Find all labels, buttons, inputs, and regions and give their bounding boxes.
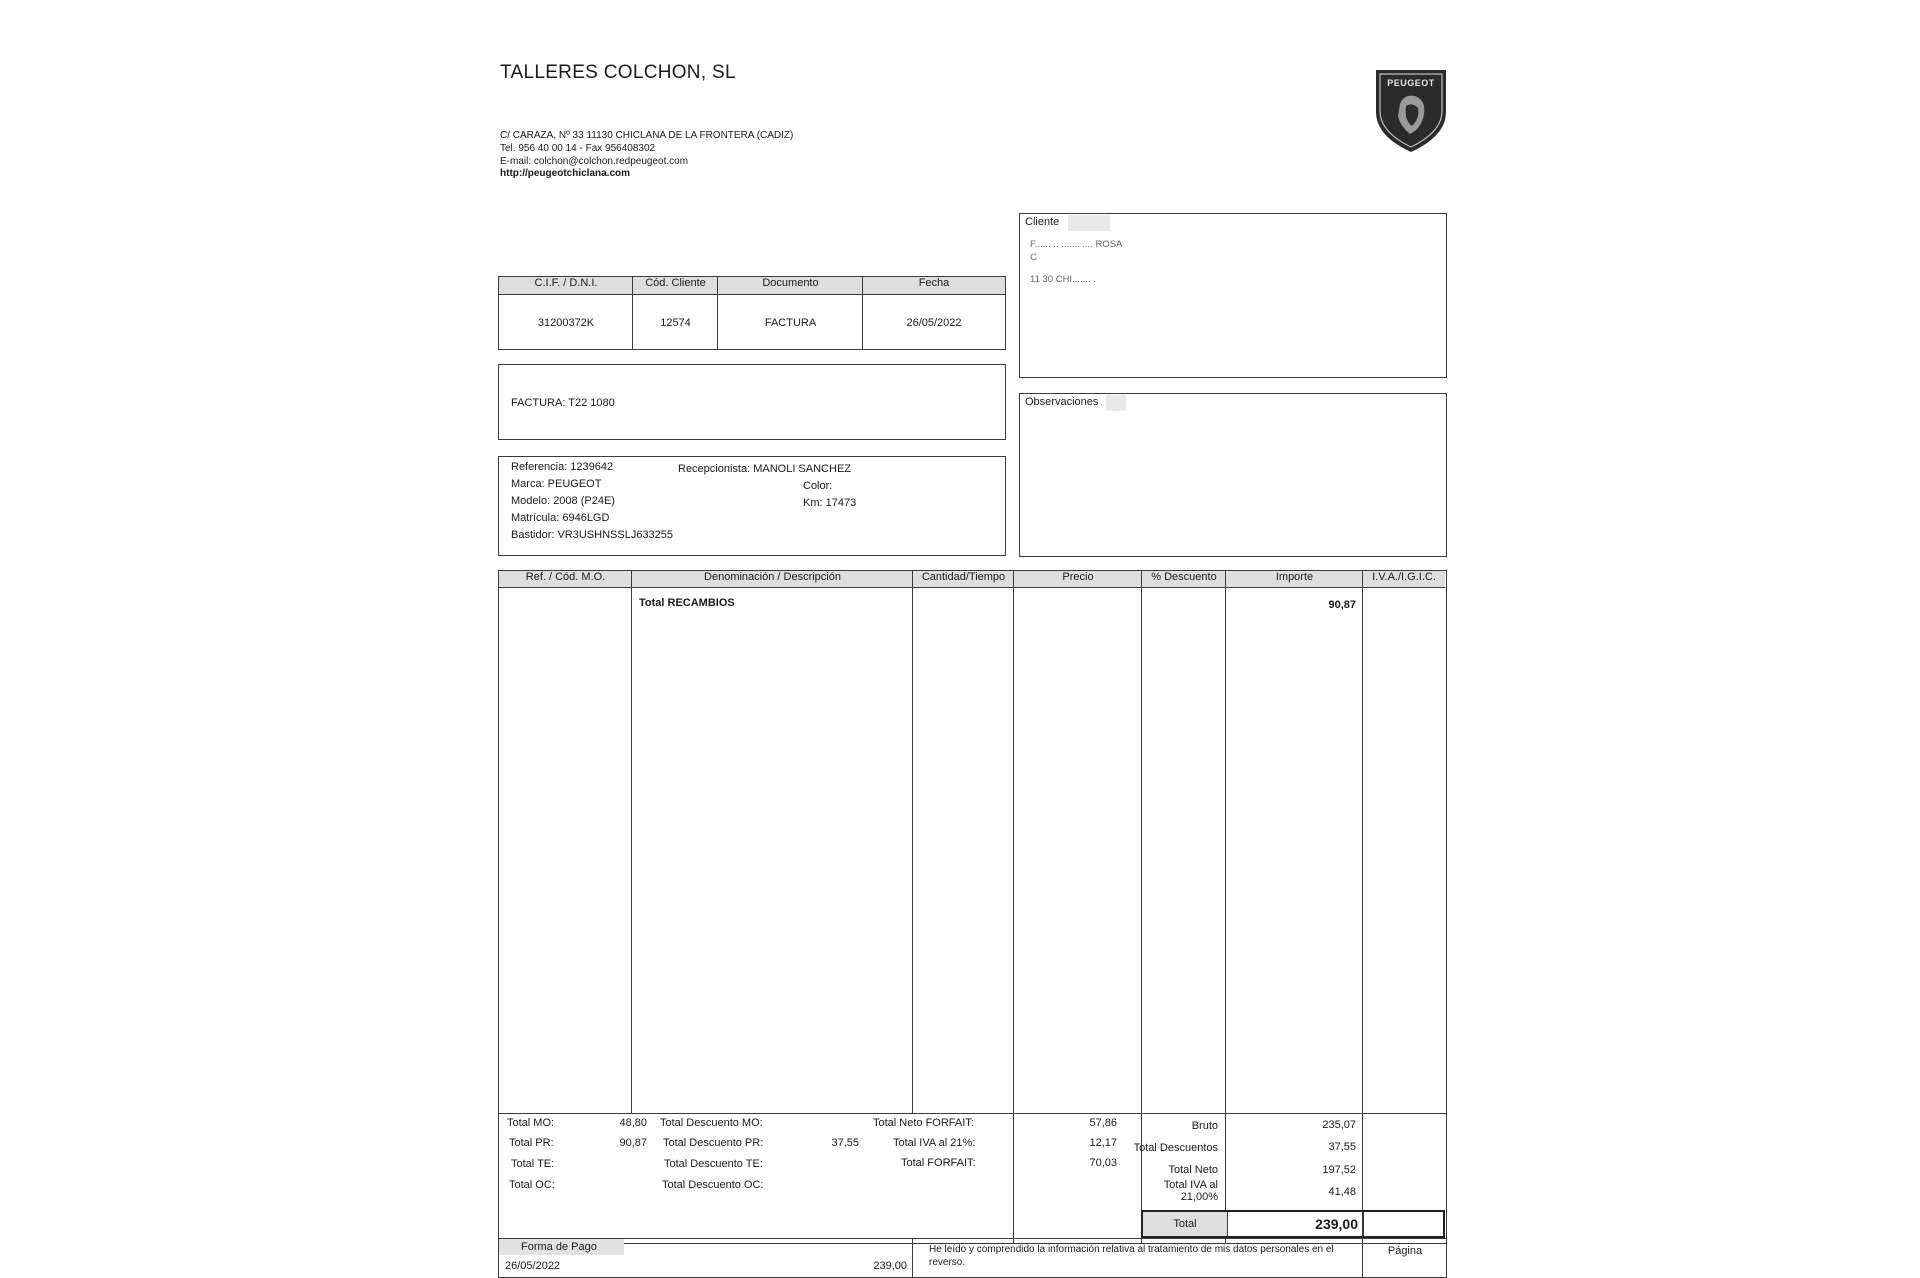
privacy-notice: He leído y comprendido la información relativa al tratamiento de mis datos personales en el reverso. <box>929 1244 1334 1268</box>
total-desc-pr-label: Total Descuento PR: <box>663 1137 764 1149</box>
footer-box <box>498 1238 1447 1278</box>
col-ref-header: Ref. / Cód. M.O. <box>499 571 632 588</box>
totals-box <box>498 1113 1447 1244</box>
bruto-value: 235,07 <box>1322 1119 1356 1131</box>
client-label: Cliente <box>1025 216 1060 228</box>
line-items-table <box>498 570 1447 1114</box>
total-pr-value: 90,87 <box>619 1137 647 1149</box>
peugeot-logo <box>1370 64 1452 154</box>
pagina-label: Página <box>1387 1245 1423 1257</box>
cod-cliente-header: Cód. Cliente <box>633 277 718 295</box>
cif-value: 31200372K <box>537 317 595 329</box>
col-desc-header: Denominación / Descripción <box>632 571 913 588</box>
descuentos-value: 37,55 <box>1328 1141 1356 1153</box>
bruto-label: Bruto <box>1191 1120 1218 1132</box>
total-forfait-value: 70,03 <box>1089 1157 1117 1169</box>
vehicle-color: Color: <box>803 480 833 492</box>
observaciones-label: Observaciones <box>1025 396 1099 408</box>
forma-pago-label: Forma de Pago <box>521 1241 597 1253</box>
total-desc-oc-label: Total Descuento OC: <box>662 1179 764 1191</box>
cif-header: C.I.F. / D.N.I. <box>499 277 633 295</box>
company-phone: Tel. 956 40 00 14 - Fax 956408302 <box>500 143 656 154</box>
total-mo-label: Total MO: <box>507 1117 555 1129</box>
vehicle-referencia: Referencia: 1239642 <box>511 461 614 473</box>
col-amount-header: Importe <box>1226 571 1363 588</box>
invoice-number: FACTURA: T22 1080 <box>511 397 615 409</box>
neto-value: 197,52 <box>1322 1164 1356 1176</box>
total-desc-pr-value: 37,55 <box>831 1137 859 1149</box>
col-iva-header: I.V.A./I.G.I.C. <box>1363 571 1445 588</box>
fecha-value: 26/05/2022 <box>906 317 962 329</box>
iva-label-2: 21,00% <box>1180 1191 1218 1203</box>
client-line2: C <box>1030 252 1037 263</box>
company-web: http://peugeotchiclana.com <box>500 168 631 179</box>
observaciones-box <box>1019 393 1447 557</box>
total-desc-te-label: Total Descuento TE: <box>664 1158 763 1170</box>
vehicle-recepcionista: Recepcionista: MANOLI SANCHEZ <box>678 463 851 475</box>
total-desc-mo-label: Total Descuento MO: <box>660 1117 763 1129</box>
company-email: E-mail: colchon@colchon.redpeugeot.com <box>500 156 689 167</box>
neto-forfait-label: Total Neto FORFAIT: <box>873 1117 974 1129</box>
documento-header: Documento <box>718 277 863 295</box>
vehicle-box <box>498 456 1006 556</box>
total-mo-value: 48,80 <box>619 1117 647 1129</box>
iva-value: 41,48 <box>1328 1186 1356 1198</box>
row-desc: Total RECAMBIOS <box>639 597 735 609</box>
total-value: 239,00 <box>1315 1216 1358 1232</box>
iva-forfait-label: Total IVA al 21%: <box>893 1137 976 1149</box>
col-price-header: Precio <box>1014 571 1142 588</box>
forma-pago-amount: 239,00 <box>873 1260 907 1272</box>
client-line1: F...... .. ....... .... ROSA <box>1030 239 1123 250</box>
total-box <box>1141 1210 1445 1238</box>
vehicle-marca: Marca: PEUGEOT <box>511 478 602 490</box>
fecha-header: Fecha <box>863 277 1005 295</box>
vehicle-matricula: Matrícula: 6946LGD <box>511 512 610 524</box>
vehicle-modelo: Modelo: 2008 (P24E) <box>511 495 615 507</box>
col-qty-header: Cantidad/Tiempo <box>913 571 1014 588</box>
col-disc-header: % Descuento <box>1142 571 1226 588</box>
total-label: Total <box>1173 1218 1197 1230</box>
doc-header-table <box>498 276 1006 350</box>
iva-label-1: Total IVA al <box>1163 1179 1218 1191</box>
total-pr-label: Total PR: <box>509 1137 554 1149</box>
total-te-label: Total TE: <box>511 1158 555 1170</box>
total-forfait-label: Total FORFAIT: <box>901 1157 976 1169</box>
client-line3: 11 30 CHI....... . <box>1030 274 1096 285</box>
documento-value: FACTURA <box>764 317 817 329</box>
client-box <box>1019 213 1447 378</box>
redaction-smudge <box>1106 395 1126 411</box>
company-name: TALLERES COLCHON, SL <box>500 62 736 83</box>
forma-pago-date: 26/05/2022 <box>505 1260 561 1272</box>
redaction-smudge <box>1068 215 1110 231</box>
vehicle-bastidor: Bastidor: VR3USHNSSLJ633255 <box>511 529 674 541</box>
neto-forfait-value: 57,86 <box>1089 1117 1117 1129</box>
logo-text: PEUGEOT <box>1387 78 1435 88</box>
cod-cliente-value: 12574 <box>660 317 691 329</box>
vehicle-km: Km: 17473 <box>803 497 857 509</box>
company-address: C/ CARAZA, Nº 33 11130 CHICLANA DE LA FRONTERA (CADIZ) <box>500 130 794 141</box>
row-amount: 90,87 <box>1328 599 1356 611</box>
invoice-number-box <box>498 364 1006 440</box>
iva-forfait-value: 12,17 <box>1089 1137 1117 1149</box>
descuentos-label: Total Descuentos <box>1133 1142 1218 1154</box>
neto-label: Total Neto <box>1168 1164 1218 1176</box>
total-oc-label: Total OC: <box>509 1179 555 1191</box>
